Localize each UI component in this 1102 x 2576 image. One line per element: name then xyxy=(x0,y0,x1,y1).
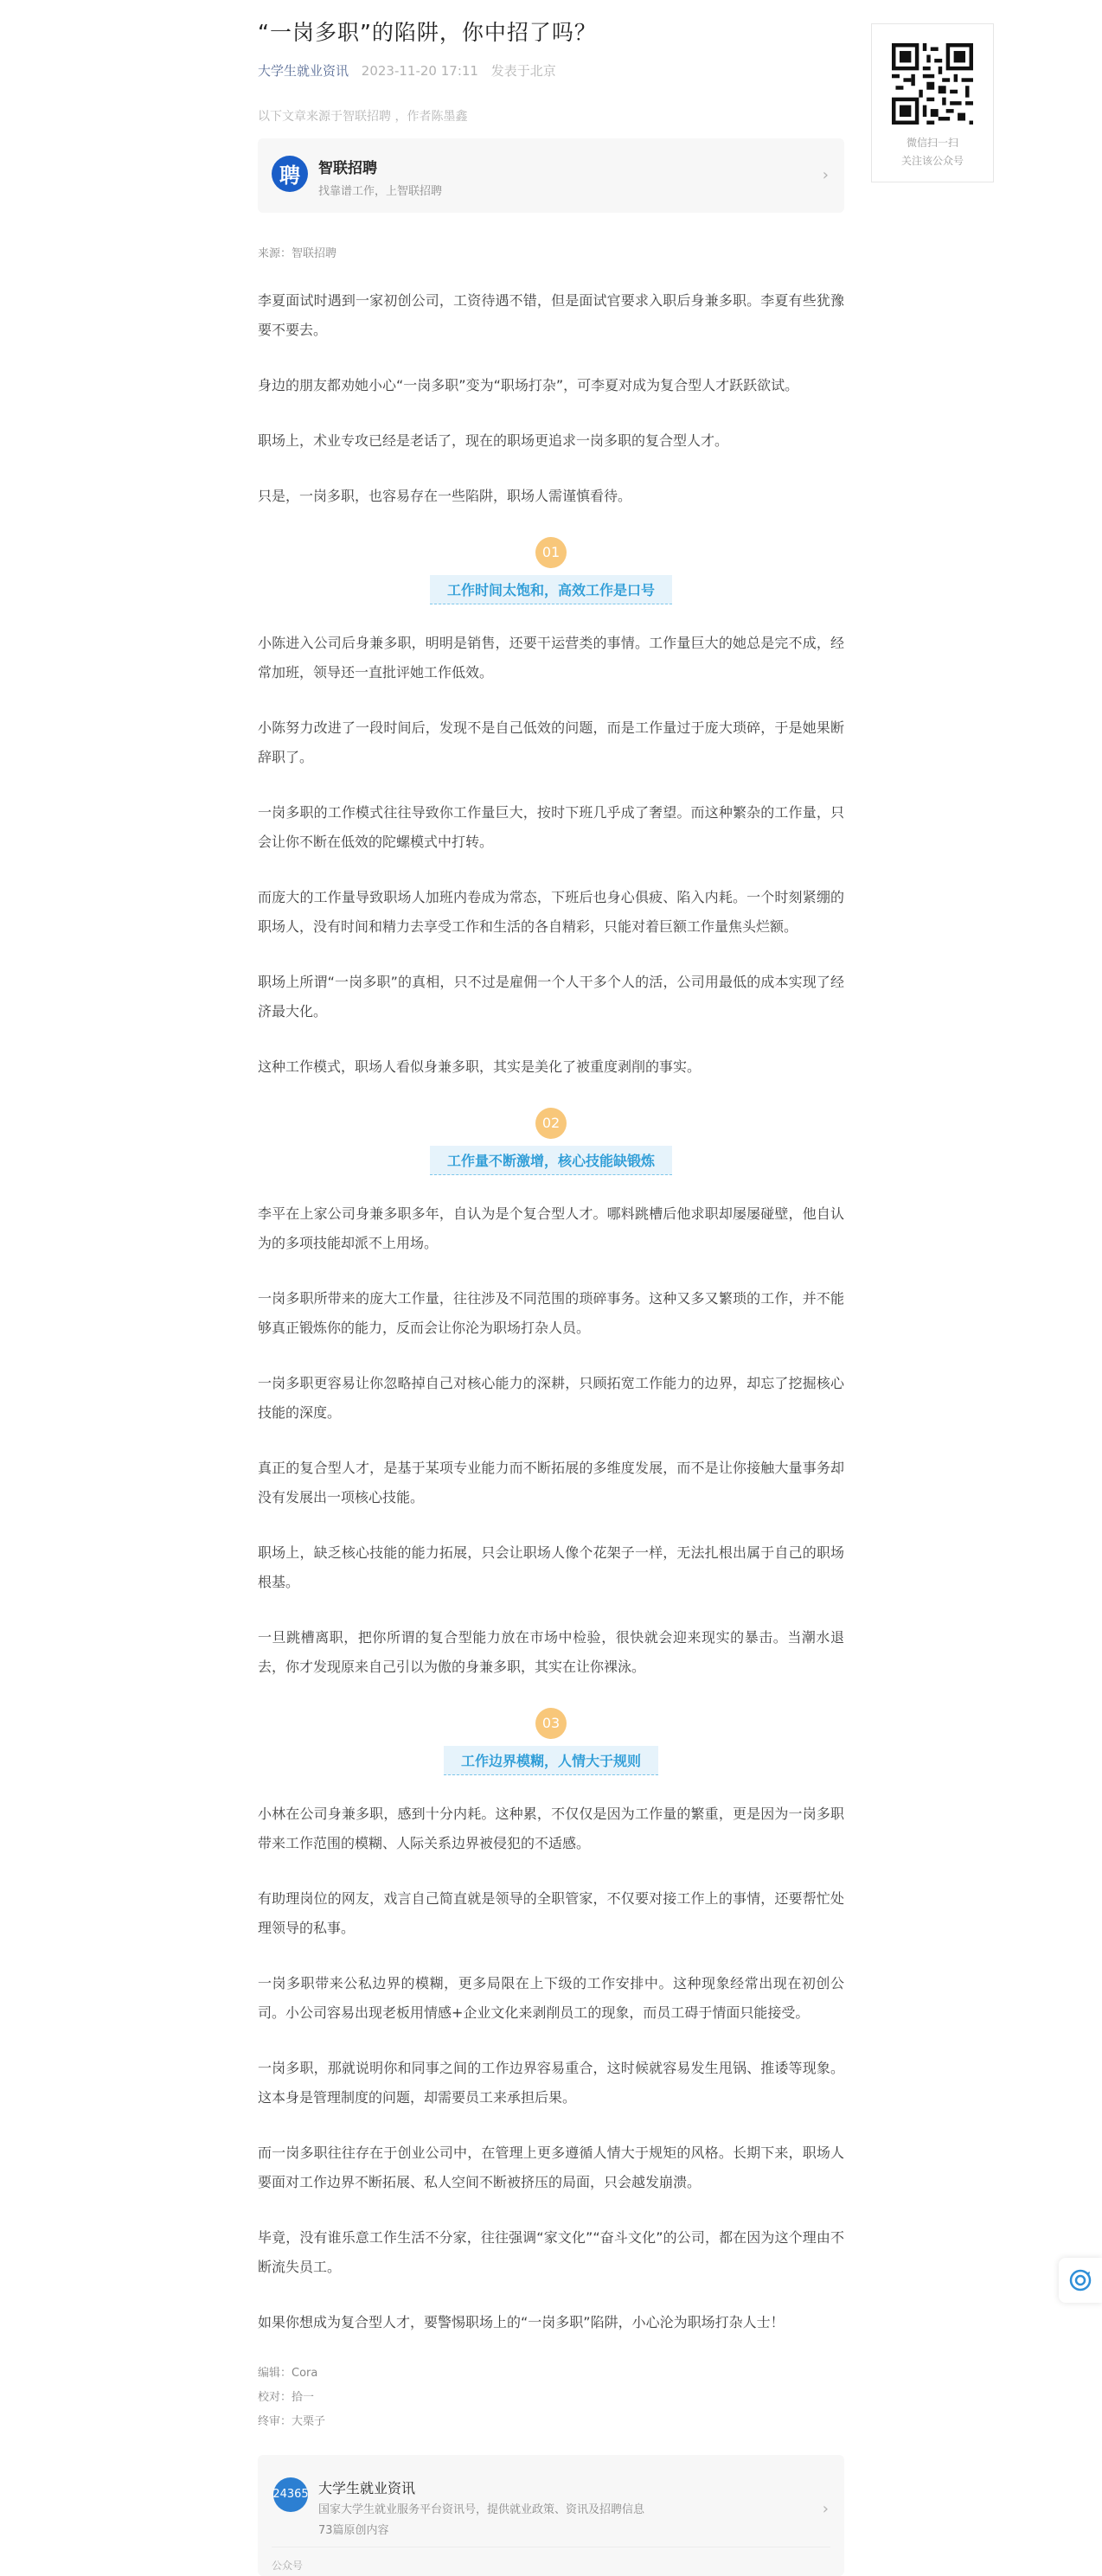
article-meta xyxy=(258,61,844,80)
card-footer-label: 公众号 xyxy=(272,2547,830,2573)
qr-code-panel xyxy=(871,23,994,182)
credit-review: 终审：大栗子 xyxy=(258,2414,326,2428)
account-logo: 24365 xyxy=(273,2477,308,2512)
section-number-badge: 03 xyxy=(535,1708,567,1739)
paragraph: 小林在公司身兼多职，感到十分内耗。这种累，不仅仅是因为工作量的繁重，更是因为一岗多职带来工作范围的模糊、人际关系边界被侵犯的不适感。 xyxy=(258,1805,844,1851)
publish-date: 2023-11-20 17:11 xyxy=(361,62,478,79)
paragraph: 一旦跳槽离职，把你所谓的复合型能力放在市场中检验，很快就会迎来现实的暴击。当潮水退去，你才发现原来自己引以为傲的身兼多职，其实在让你裸泳。 xyxy=(258,1628,844,1675)
section-number-badge: 01 xyxy=(535,537,567,568)
qr-caption-line1: 微信扫一扫 xyxy=(906,137,958,149)
credit-proof: 校对：拾一 xyxy=(258,2390,315,2404)
section-header xyxy=(258,537,844,603)
paragraph: 身边的朋友都劝她小心“一岗多职”变为“职场打杂”，可李夏对成为复合型人才跃跃欲试。 xyxy=(258,376,799,393)
paragraph: 只是，一岗多职，也容易存在一些陷阱，职场人需谨慎看待。 xyxy=(258,487,632,504)
paragraph: 而一岗多职往往存在于创业公司中，在管理上更多遵循人情大于规矩的风格。长期下来，职场人要面对工作边界不断拓展、私人空间不断被挤压的局面，只会越发崩溃。 xyxy=(258,2144,844,2190)
paragraph: 职场上，术业专攻已经是老话了，现在的职场更追求一岗多职的复合型人才。 xyxy=(258,431,729,449)
credit-editor: 编辑：Cora xyxy=(258,2366,318,2380)
credits xyxy=(258,2362,844,2434)
section-heading: 工作边界模糊，人情大于规则 xyxy=(444,1746,658,1775)
refresh-icon xyxy=(1068,2268,1092,2292)
source-account-name: 智联招聘 xyxy=(318,159,377,177)
account-desc: 国家大学生就业服务平台资讯号，提供就业政策、资讯及招聘信息 xyxy=(318,2502,645,2516)
article-source: 来源：智联招聘 xyxy=(258,246,337,260)
source-note: 以下文章来源于智联招聘 ，作者陈墨鑫 xyxy=(258,109,468,124)
paragraph: 职场上所谓“一岗多职”的真相，只不过是雇佣一个人干多个人的活，公司用最低的成本实现了经济最大化。 xyxy=(258,973,844,1020)
original-count: 73篇原创内容 xyxy=(318,2523,389,2537)
paragraph: 一岗多职，那就说明你和同事之间的工作边界容易重合，这时候就容易发生甩锅、推诿等现象。这本身是管理制度的问题，却需要员工来承担后果。 xyxy=(258,2059,844,2106)
paragraph: 一岗多职带来公私边界的模糊，更多局限在上下级的工作安排中。这种现象经常出现在初创公司。小公司容易出现老板用情感+企业文化来剥削员工的现象，而员工碍于情面只能接受。 xyxy=(258,1974,844,2021)
paragraph: 李夏面试时遇到一家初创公司，工资待遇不错，但是面试官要求入职后身兼多职。李夏有些犹豫要不要去。 xyxy=(258,291,844,338)
paragraph: 这种工作模式，职场人看似身兼多职，其实是美化了被重度剥削的事实。 xyxy=(258,1058,702,1075)
account-profile-card[interactable] xyxy=(258,2455,844,2576)
chevron-right-icon: › xyxy=(822,2499,829,2518)
paragraph: 一岗多职更容易让你忽略掉自己对核心能力的深耕，只顾拓宽工作能力的边界，却忘了挖掘核心技能的深度。 xyxy=(258,1374,844,1421)
section-number-badge: 02 xyxy=(535,1108,567,1139)
zhaopin-logo: 聘 xyxy=(272,156,308,192)
qr-code-icon xyxy=(892,43,973,125)
account-name: 大学生就业资讯 xyxy=(318,2479,416,2496)
section-header xyxy=(258,1708,844,1774)
source-account-card[interactable] xyxy=(258,138,844,213)
qr-caption-line2: 关注该公众号 xyxy=(900,155,964,167)
floating-assistant-button[interactable] xyxy=(1059,2258,1102,2303)
paragraph: 如果你想成为复合型人才，要警惕职场上的“一岗多职”陷阱，小心沦为职场打杂人士！ xyxy=(258,2313,785,2330)
paragraph: 而庞大的工作量导致职场人加班内卷成为常态，下班后也身心俱疲、陷入内耗。一个时刻紧绷的职场人，没有时间和精力去享受工作和生活的各自精彩，只能对着巨额工作量焦头烂额。 xyxy=(258,888,844,935)
paragraph: 有助理岗位的网友，戏言自己简直就是领导的全职管家，不仅要对接工作上的事情，还要帮忙处理领导的私事。 xyxy=(258,1889,844,1936)
paragraph: 小陈进入公司后身兼多职，明明是销售，还要干运营类的事情。工作量巨大的她总是完不成，经常加班，领导还一直批评她工作低效。 xyxy=(258,634,844,681)
chevron-right-icon: › xyxy=(822,165,829,184)
paragraph: 真正的复合型人才，是基于某项专业能力而不断拓展的多维度发展，而不是让你接触大量事务却没有发展出一项核心技能。 xyxy=(258,1459,844,1505)
account-link[interactable]: 大学生就业资讯 xyxy=(258,62,349,79)
paragraph: 毕竟，没有谁乐意工作生活不分家，往往强调“家文化”“奋斗文化”的公司，都在因为这个理由不断流失员工。 xyxy=(258,2228,844,2275)
paragraph: 李平在上家公司身兼多职多年，自认为是个复合型人才。哪料跳槽后他求职却屡屡碰壁，他自认为的多项技能却派不上用场。 xyxy=(258,1205,844,1251)
section-heading: 工作时间太饱和，高效工作是口号 xyxy=(430,575,672,604)
section-header xyxy=(258,1108,844,1173)
paragraph: 小陈努力改进了一段时间后，发现不是自己低效的问题，而是工作量过于庞大琐碎，于是她果断辞职了。 xyxy=(258,719,844,765)
paragraph: 职场上，缺乏核心技能的能力拓展，只会让职场人像个花架子一样，无法扎根出属于自己的职场根基。 xyxy=(258,1544,844,1590)
source-account-desc: 找靠谱工作，上智联招聘 xyxy=(318,184,443,198)
section-heading: 工作量不断激增，核心技能缺锻炼 xyxy=(430,1146,672,1175)
article xyxy=(258,0,844,2576)
article-title: “一岗多职”的陷阱，你中招了吗？ xyxy=(258,20,597,45)
publish-location: 发表于北京 xyxy=(490,62,556,79)
paragraph: 一岗多职所带来的庞大工作量，往往涉及不同范围的琐碎事务。这种又多又繁琐的工作，并不能够真正锻炼你的能力，反而会让你沦为职场打杂人员。 xyxy=(258,1289,844,1336)
paragraph: 一岗多职的工作模式往往导致你工作量巨大，按时下班几乎成了奢望。而这种繁杂的工作量，只会让你不断在低效的陀螺模式中打转。 xyxy=(258,803,844,850)
